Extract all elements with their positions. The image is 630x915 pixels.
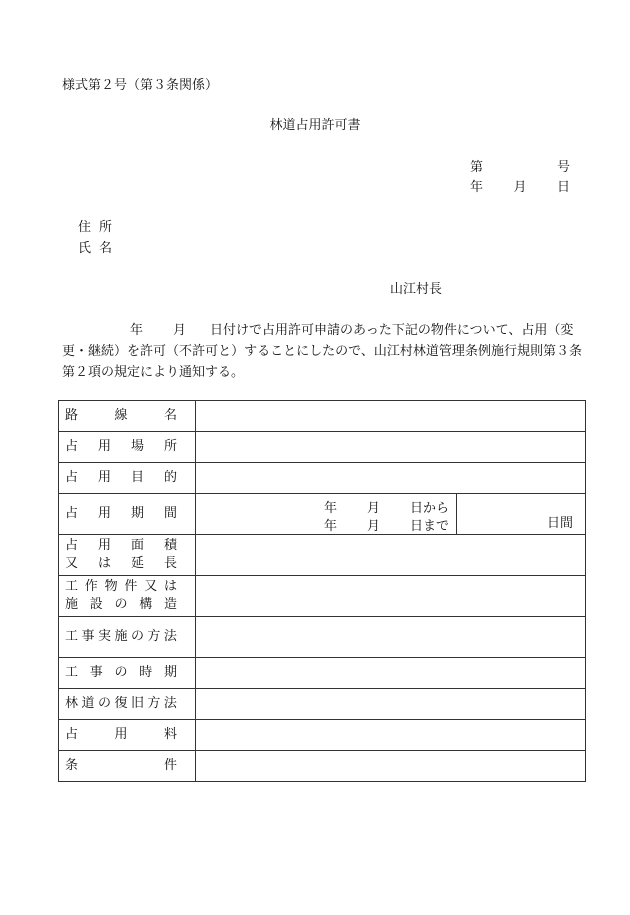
table-row [59, 658, 586, 689]
period-from: 年 月 日から [324, 501, 450, 516]
table-row [59, 401, 586, 432]
value-area-length[interactable] [196, 535, 586, 576]
value-occupancy-fee[interactable] [196, 720, 586, 751]
name-label: 氏名 [78, 241, 121, 256]
label-construction-method: 工 事 実 施 の 方 法 [59, 617, 196, 658]
table-row [59, 494, 586, 535]
value-construction-period[interactable] [196, 658, 586, 689]
permit-table [58, 400, 586, 782]
period-dates[interactable] [196, 494, 457, 534]
label-route-name: 路 線 名 [59, 401, 196, 432]
label-structure: 工 作 物 件 又 は 施 設 の 構 造 [59, 576, 196, 617]
form-number: 様式第２号（第３条関係） [62, 78, 219, 93]
label-occupancy-purpose: 占 用 目 的 [59, 463, 196, 494]
value-occupancy-location[interactable] [196, 432, 586, 463]
notice-line-1 [62, 320, 582, 341]
value-restoration-method[interactable] [196, 689, 586, 720]
value-occupancy-purpose[interactable] [196, 463, 586, 494]
value-construction-method[interactable] [196, 617, 586, 658]
document-number [470, 160, 570, 176]
value-structure[interactable] [196, 576, 586, 617]
label-conditions: 条 件 [59, 751, 196, 782]
table-row [59, 689, 586, 720]
table-row [59, 432, 586, 463]
value-occupancy-period [196, 494, 586, 535]
value-conditions[interactable] [196, 751, 586, 782]
issuer: 山江村長 [390, 282, 443, 297]
period-days-label: 日間 [546, 516, 573, 531]
table-row [59, 463, 586, 494]
label-occupancy-location: 占 用 場 所 [59, 432, 196, 463]
value-route-name[interactable] [196, 401, 586, 432]
label-area-length: 占 用 面 積 又 は 延 長 [59, 535, 196, 576]
table-row [59, 576, 586, 617]
document-title: 林道占用許可書 [269, 118, 361, 133]
period-days[interactable] [457, 494, 585, 534]
label-construction-period: 工 事 の 時 期 [59, 658, 196, 689]
table-row [59, 617, 586, 658]
table-row [59, 720, 586, 751]
number-prefix: 第 [470, 160, 484, 175]
address-label: 住所 [78, 220, 121, 235]
notice-body [62, 320, 582, 383]
number-suffix: 号 [556, 160, 570, 175]
table-row [59, 751, 586, 782]
body-line1-text: 日付けで占用許可申請のあった下記の物件について、占用（変 [210, 323, 574, 338]
body-year: 年 [130, 323, 144, 338]
date-month: 月 [513, 180, 527, 195]
date-day: 日 [556, 180, 570, 195]
table-row [59, 535, 586, 576]
document-date [470, 180, 570, 196]
body-month: 月 [173, 323, 187, 338]
label-restoration-method: 林 道 の 復 旧 方 法 [59, 689, 196, 720]
label-occupancy-period: 占 用 期 間 [59, 494, 196, 535]
date-year: 年 [470, 180, 484, 195]
body-rest-text: 更・継続）を許可（不許可と）することにしたので、山江村林道管理条例施行規則第３条第２項の規定により通知する。 [62, 344, 582, 380]
label-occupancy-fee: 占 用 料 [59, 720, 196, 751]
period-to: 年 月 日まで [324, 519, 450, 534]
